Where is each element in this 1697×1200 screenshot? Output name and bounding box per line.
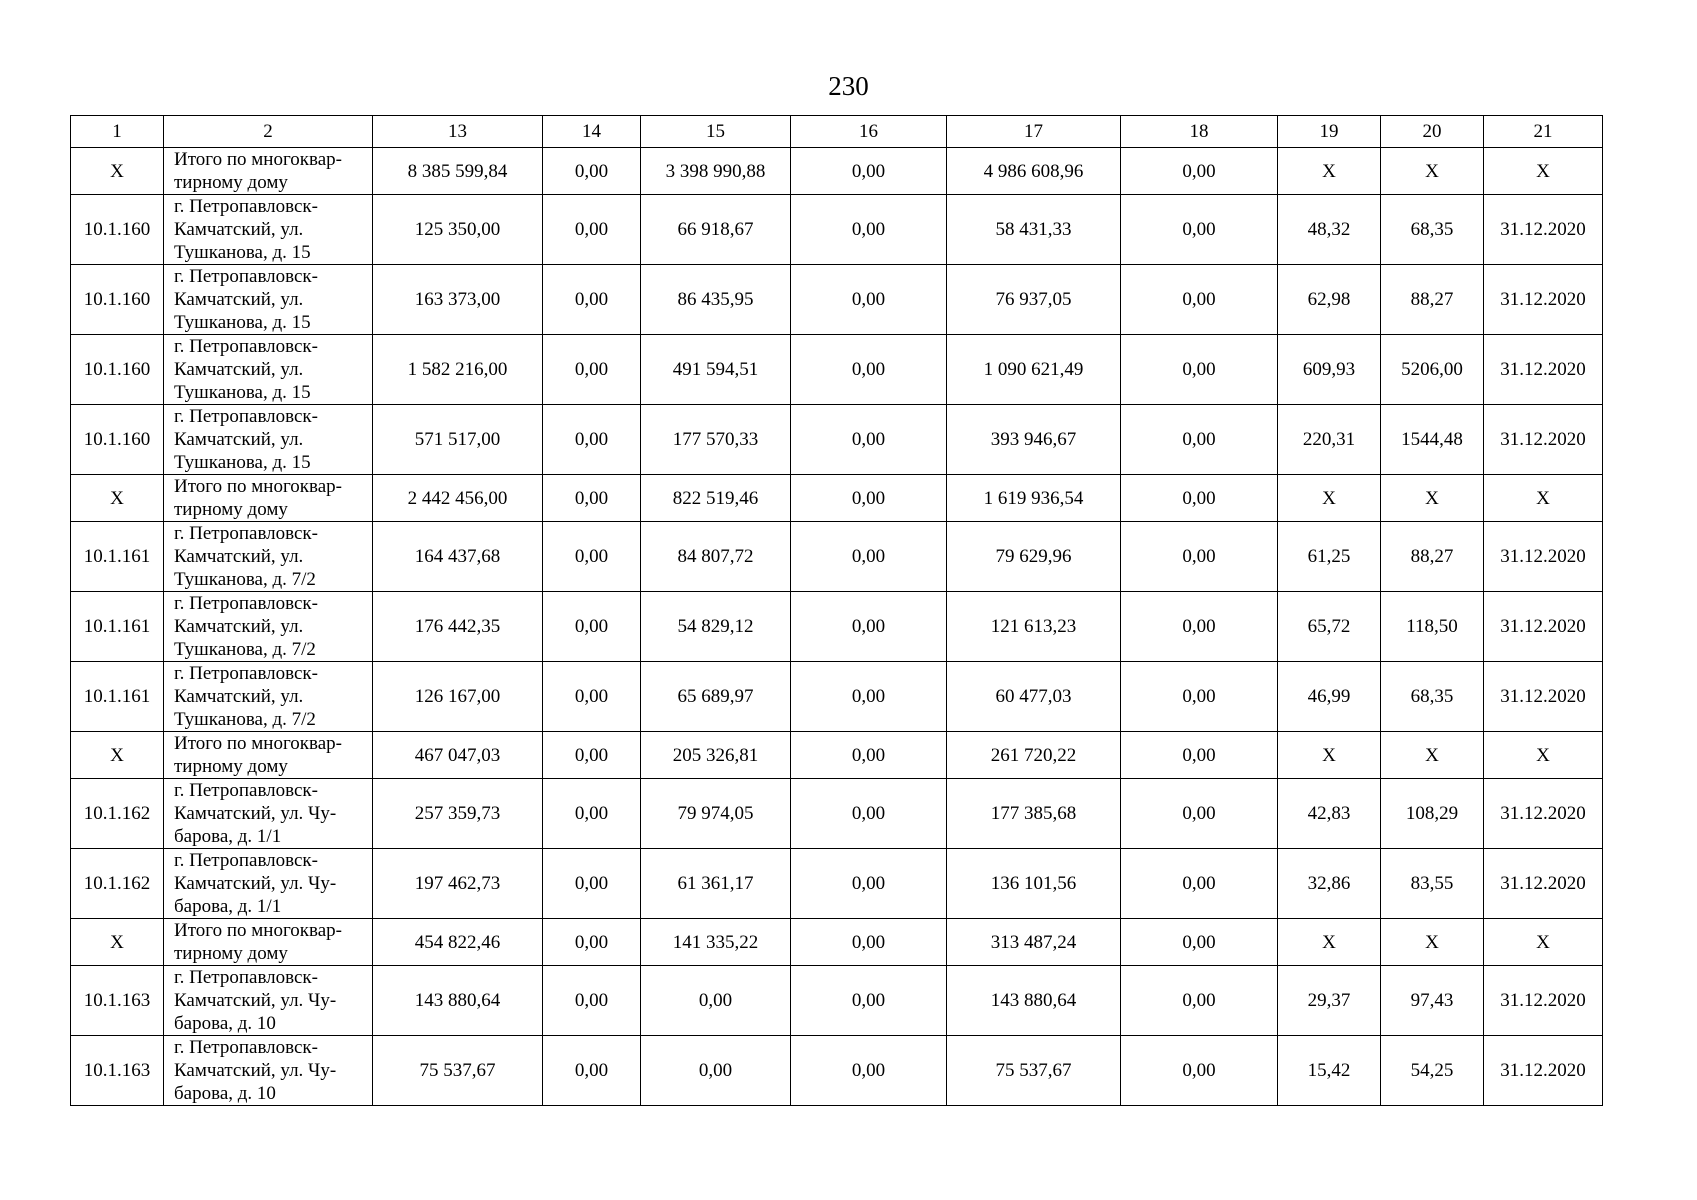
table-cell: 10.1.161 <box>71 592 164 662</box>
total-row <box>71 732 1603 779</box>
table-cell: 5206,00 <box>1381 335 1484 405</box>
column-number-cell: 16 <box>791 116 947 148</box>
table-cell: 15,42 <box>1278 1036 1381 1106</box>
cell-line: тирному дому <box>174 756 288 777</box>
table-cell: 31.12.2020 <box>1484 265 1603 335</box>
table-cell: 0,00 <box>1121 779 1278 849</box>
table-row <box>71 779 1603 849</box>
table-cell: 79 974,05 <box>641 779 791 849</box>
table-cell: 164 437,68 <box>373 522 543 592</box>
table-cell: 1 582 216,00 <box>373 335 543 405</box>
table-cell: 177 385,68 <box>947 779 1121 849</box>
table-cell: X <box>1381 919 1484 966</box>
table-cell: 143 880,64 <box>373 966 543 1036</box>
table-cell: 0,00 <box>791 522 947 592</box>
table-cell: 0,00 <box>543 662 641 732</box>
table-cell: 571 517,00 <box>373 405 543 475</box>
total-label-cell <box>164 919 373 966</box>
table-row <box>71 405 1603 475</box>
table-cell: 58 431,33 <box>947 195 1121 265</box>
total-row <box>71 148 1603 195</box>
total-label-cell <box>164 148 373 195</box>
table-cell: 0,00 <box>543 148 641 195</box>
table-cell: 0,00 <box>1121 405 1278 475</box>
cell-line: г. Петропавловск- <box>174 593 318 614</box>
table-cell: 0,00 <box>1121 662 1278 732</box>
table-cell: 0,00 <box>543 522 641 592</box>
cell-line: г. Петропавловск- <box>174 336 318 357</box>
table-cell: 66 918,67 <box>641 195 791 265</box>
table-cell: 0,00 <box>641 1036 791 1106</box>
table-cell: 0,00 <box>791 265 947 335</box>
table-cell: 10.1.163 <box>71 966 164 1036</box>
cell-line: барова, д. 10 <box>174 1083 276 1104</box>
table-cell: 454 822,46 <box>373 919 543 966</box>
table-row <box>71 966 1603 1036</box>
table-cell: 0,00 <box>791 966 947 1036</box>
table-cell: 0,00 <box>1121 966 1278 1036</box>
table-cell: 121 613,23 <box>947 592 1121 662</box>
table-cell: 0,00 <box>543 475 641 522</box>
table-cell: 75 537,67 <box>373 1036 543 1106</box>
cell-line: Камчатский, ул. <box>174 359 304 380</box>
address-cell <box>164 195 373 265</box>
cell-line: барова, д. 1/1 <box>174 826 282 847</box>
table-cell: 29,37 <box>1278 966 1381 1036</box>
table-cell: 32,86 <box>1278 849 1381 919</box>
table-cell: 0,00 <box>791 849 947 919</box>
total-label-cell <box>164 732 373 779</box>
table-cell: 1 090 621,49 <box>947 335 1121 405</box>
table-cell: 31.12.2020 <box>1484 966 1603 1036</box>
table-cell: 46,99 <box>1278 662 1381 732</box>
table-cell: 0,00 <box>543 335 641 405</box>
table-cell: 0,00 <box>791 195 947 265</box>
table-cell: 0,00 <box>791 592 947 662</box>
cell-line: Камчатский, ул. <box>174 686 304 707</box>
cell-line: г. Петропавловск- <box>174 780 318 801</box>
table-cell: 118,50 <box>1381 592 1484 662</box>
table-cell: 0,00 <box>1121 1036 1278 1106</box>
table-cell: 0,00 <box>1121 732 1278 779</box>
table-cell: 31.12.2020 <box>1484 195 1603 265</box>
table-cell: 205 326,81 <box>641 732 791 779</box>
table-cell: 0,00 <box>1121 475 1278 522</box>
table-cell: 0,00 <box>1121 849 1278 919</box>
table-cell: 42,83 <box>1278 779 1381 849</box>
table-cell: 0,00 <box>791 1036 947 1106</box>
table-cell: X <box>1381 732 1484 779</box>
address-cell <box>164 1036 373 1106</box>
table-row <box>71 662 1603 732</box>
address-cell <box>164 335 373 405</box>
cell-line: г. Петропавловск- <box>174 850 318 871</box>
table-row <box>71 522 1603 592</box>
table-cell: X <box>1278 475 1381 522</box>
table-cell: 68,35 <box>1381 662 1484 732</box>
address-cell <box>164 662 373 732</box>
cell-line: барова, д. 10 <box>174 1013 276 1034</box>
cell-line: Камчатский, ул. Чу- <box>174 990 337 1011</box>
table-row <box>71 849 1603 919</box>
cell-line: Итого по многоквар- <box>174 733 342 754</box>
table-cell: 65 689,97 <box>641 662 791 732</box>
table-cell: 8 385 599,84 <box>373 148 543 195</box>
column-number-cell: 13 <box>373 116 543 148</box>
table-cell: 0,00 <box>791 475 947 522</box>
table-cell: 0,00 <box>543 405 641 475</box>
total-row <box>71 919 1603 966</box>
table-cell: 467 047,03 <box>373 732 543 779</box>
table-cell: X <box>1484 732 1603 779</box>
table-cell: 0,00 <box>543 592 641 662</box>
table-cell: X <box>1484 475 1603 522</box>
table-cell: 0,00 <box>1121 919 1278 966</box>
table-cell: 61,25 <box>1278 522 1381 592</box>
address-cell <box>164 405 373 475</box>
table-cell: 0,00 <box>543 1036 641 1106</box>
table-cell: 0,00 <box>791 779 947 849</box>
table-row <box>71 1036 1603 1106</box>
table-cell: 31.12.2020 <box>1484 592 1603 662</box>
table-cell: 10.1.160 <box>71 265 164 335</box>
table-cell: 125 350,00 <box>373 195 543 265</box>
table-cell: 313 487,24 <box>947 919 1121 966</box>
table-row <box>71 195 1603 265</box>
table-cell: 220,31 <box>1278 405 1381 475</box>
table-cell: 10.1.162 <box>71 779 164 849</box>
table-cell: 0,00 <box>543 779 641 849</box>
table-cell: 54,25 <box>1381 1036 1484 1106</box>
cell-line: тирному дому <box>174 499 288 520</box>
cell-line: Камчатский, ул. <box>174 616 304 637</box>
cell-line: Тушканова, д. 15 <box>174 382 311 403</box>
table-cell: 1 619 936,54 <box>947 475 1121 522</box>
table-cell: X <box>1484 919 1603 966</box>
table-cell: 0,00 <box>791 335 947 405</box>
table-cell: 31.12.2020 <box>1484 335 1603 405</box>
table-cell: 31.12.2020 <box>1484 1036 1603 1106</box>
address-cell <box>164 849 373 919</box>
table-cell: X <box>1278 919 1381 966</box>
table-cell: 86 435,95 <box>641 265 791 335</box>
cell-line: г. Петропавловск- <box>174 196 318 217</box>
table-cell: 65,72 <box>1278 592 1381 662</box>
column-number-cell: 14 <box>543 116 641 148</box>
table-cell: 609,93 <box>1278 335 1381 405</box>
cell-line: Итого по многоквар- <box>174 149 342 170</box>
table-cell: 75 537,67 <box>947 1036 1121 1106</box>
cell-line: г. Петропавловск- <box>174 266 318 287</box>
table-cell: 31.12.2020 <box>1484 522 1603 592</box>
table-cell: 54 829,12 <box>641 592 791 662</box>
table-cell: 31.12.2020 <box>1484 662 1603 732</box>
column-number-cell: 15 <box>641 116 791 148</box>
table-cell: 0,00 <box>543 195 641 265</box>
table-cell: 0,00 <box>543 265 641 335</box>
total-label-cell <box>164 475 373 522</box>
cell-line: Камчатский, ул. <box>174 429 304 450</box>
table-cell: 176 442,35 <box>373 592 543 662</box>
table-cell: 257 359,73 <box>373 779 543 849</box>
table-cell: 4 986 608,96 <box>947 148 1121 195</box>
column-number-cell: 1 <box>71 116 164 148</box>
table-cell: 0,00 <box>1121 195 1278 265</box>
table-cell: 97,43 <box>1381 966 1484 1036</box>
table-cell: X <box>1381 148 1484 195</box>
table-cell: X <box>71 148 164 195</box>
table-cell: X <box>1381 475 1484 522</box>
table-cell: 141 335,22 <box>641 919 791 966</box>
cell-line: Итого по многоквар- <box>174 476 342 497</box>
table-cell: 822 519,46 <box>641 475 791 522</box>
table-cell: 48,32 <box>1278 195 1381 265</box>
table-cell: 60 477,03 <box>947 662 1121 732</box>
cell-line: Тушканова, д. 7/2 <box>174 569 316 590</box>
table-cell: 31.12.2020 <box>1484 849 1603 919</box>
table-cell: 0,00 <box>791 148 947 195</box>
table-cell: 108,29 <box>1381 779 1484 849</box>
table-cell: 0,00 <box>791 405 947 475</box>
table-cell: 0,00 <box>543 849 641 919</box>
table-cell: 0,00 <box>543 732 641 779</box>
cell-line: Итого по многоквар- <box>174 920 342 941</box>
cell-line: Камчатский, ул. Чу- <box>174 873 337 894</box>
table-cell: 261 720,22 <box>947 732 1121 779</box>
cell-line: г. Петропавловск- <box>174 1037 318 1058</box>
table-cell: 0,00 <box>543 966 641 1036</box>
table-cell: X <box>1278 732 1381 779</box>
column-number-cell: 2 <box>164 116 373 148</box>
table-cell: 10.1.161 <box>71 662 164 732</box>
table-cell: 10.1.160 <box>71 335 164 405</box>
table-cell: 143 880,64 <box>947 966 1121 1036</box>
cell-line: Тушканова, д. 15 <box>174 452 311 473</box>
table-cell: 83,55 <box>1381 849 1484 919</box>
total-row <box>71 475 1603 522</box>
cell-line: барова, д. 1/1 <box>174 896 282 917</box>
cell-line: Камчатский, ул. <box>174 546 304 567</box>
address-cell <box>164 265 373 335</box>
page-number: 230 <box>828 71 869 101</box>
table-cell: 0,00 <box>1121 335 1278 405</box>
address-cell <box>164 522 373 592</box>
table-cell: 0,00 <box>1121 522 1278 592</box>
table-cell: 0,00 <box>791 919 947 966</box>
column-number-cell: 17 <box>947 116 1121 148</box>
table-cell: 79 629,96 <box>947 522 1121 592</box>
column-number-cell: 19 <box>1278 116 1381 148</box>
cell-line: Тушканова, д. 15 <box>174 242 311 263</box>
table-cell: 0,00 <box>1121 148 1278 195</box>
table-cell: 31.12.2020 <box>1484 779 1603 849</box>
table-cell: 0,00 <box>543 919 641 966</box>
table-cell: 0,00 <box>641 966 791 1036</box>
table-cell: 10.1.161 <box>71 522 164 592</box>
cell-line: Тушканова, д. 7/2 <box>174 639 316 660</box>
column-number-cell: 21 <box>1484 116 1603 148</box>
cell-line: Камчатский, ул. Чу- <box>174 1060 337 1081</box>
table-cell: 10.1.163 <box>71 1036 164 1106</box>
cell-line: г. Петропавловск- <box>174 663 318 684</box>
cell-line: тирному дому <box>174 172 288 193</box>
table-cell: 1544,48 <box>1381 405 1484 475</box>
table-cell: 10.1.162 <box>71 849 164 919</box>
table-cell: 136 101,56 <box>947 849 1121 919</box>
table-cell: 0,00 <box>1121 592 1278 662</box>
table-cell: 68,35 <box>1381 195 1484 265</box>
column-number-row <box>71 116 1603 148</box>
table-cell: 31.12.2020 <box>1484 405 1603 475</box>
table-cell: X <box>1278 148 1381 195</box>
cell-line: Тушканова, д. 7/2 <box>174 709 316 730</box>
address-cell <box>164 966 373 1036</box>
cell-line: г. Петропавловск- <box>174 967 318 988</box>
data-table <box>70 115 1603 1106</box>
table-cell: 84 807,72 <box>641 522 791 592</box>
address-cell <box>164 779 373 849</box>
cell-line: Камчатский, ул. <box>174 289 304 310</box>
table-cell: X <box>71 732 164 779</box>
table-cell: 0,00 <box>791 732 947 779</box>
table-cell: 0,00 <box>791 662 947 732</box>
table-cell: X <box>71 475 164 522</box>
table-body <box>71 116 1603 1106</box>
table-cell: X <box>1484 148 1603 195</box>
table-row <box>71 335 1603 405</box>
column-number-cell: 20 <box>1381 116 1484 148</box>
table-cell: 76 937,05 <box>947 265 1121 335</box>
cell-line: Камчатский, ул. <box>174 219 304 240</box>
table-cell: 88,27 <box>1381 522 1484 592</box>
table-cell: 10.1.160 <box>71 195 164 265</box>
table-cell: 126 167,00 <box>373 662 543 732</box>
table-row <box>71 265 1603 335</box>
table-cell: 393 946,67 <box>947 405 1121 475</box>
cell-line: Тушканова, д. 15 <box>174 312 311 333</box>
table-row <box>71 592 1603 662</box>
table-cell: 0,00 <box>1121 265 1278 335</box>
table-cell: 3 398 990,88 <box>641 148 791 195</box>
cell-line: г. Петропавловск- <box>174 523 318 544</box>
table-cell: 61 361,17 <box>641 849 791 919</box>
cell-line: тирному дому <box>174 943 288 964</box>
table-cell: 177 570,33 <box>641 405 791 475</box>
table-cell: 491 594,51 <box>641 335 791 405</box>
table-cell: 10.1.160 <box>71 405 164 475</box>
table-cell: 2 442 456,00 <box>373 475 543 522</box>
table-cell: 88,27 <box>1381 265 1484 335</box>
table-cell: 197 462,73 <box>373 849 543 919</box>
cell-line: Камчатский, ул. Чу- <box>174 803 337 824</box>
table-cell: X <box>71 919 164 966</box>
cell-line: г. Петропавловск- <box>174 406 318 427</box>
column-number-cell: 18 <box>1121 116 1278 148</box>
address-cell <box>164 592 373 662</box>
table-cell: 62,98 <box>1278 265 1381 335</box>
table-cell: 163 373,00 <box>373 265 543 335</box>
